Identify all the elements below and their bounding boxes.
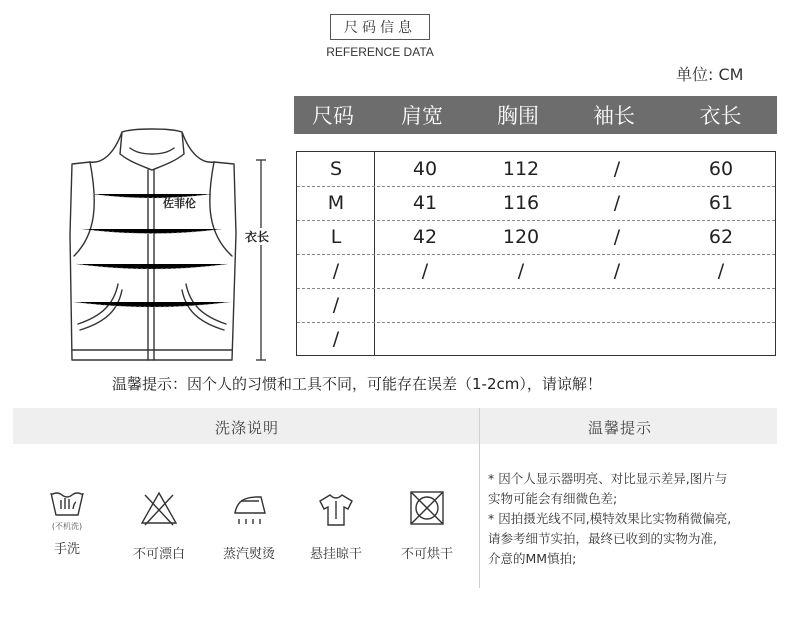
care-label: 不可烘干 bbox=[400, 547, 453, 562]
care-item-steam-iron bbox=[214, 483, 284, 562]
notice-title: 温馨提示 bbox=[588, 419, 653, 437]
vest-illustration bbox=[62, 124, 282, 369]
care-label: 悬挂晾干 bbox=[309, 547, 362, 562]
cell-size: L bbox=[330, 226, 342, 248]
col-shoulder: 肩宽 bbox=[401, 104, 443, 128]
length-label: 衣长 bbox=[245, 230, 270, 244]
care-label: 手洗 bbox=[53, 542, 80, 557]
cell-shoulder: 41 bbox=[412, 192, 438, 214]
col-chest: 胸围 bbox=[497, 104, 539, 128]
table-row bbox=[297, 322, 775, 356]
section-divider bbox=[479, 408, 480, 588]
header-badge: 尺码信息 bbox=[330, 14, 430, 40]
table-row bbox=[297, 220, 775, 254]
no-bleach-icon bbox=[139, 489, 179, 529]
cell-shoulder: 40 bbox=[412, 158, 438, 180]
header-subtitle: REFERENCE DATA bbox=[326, 45, 434, 59]
table-row bbox=[297, 288, 775, 322]
col-length: 衣长 bbox=[699, 104, 742, 128]
cell-length: 60 bbox=[708, 158, 734, 180]
table-row bbox=[297, 254, 775, 288]
care-label: 不可漂白 bbox=[132, 547, 185, 562]
cell-sleeve: / bbox=[613, 192, 621, 214]
brand-label: 佐菲伦 bbox=[163, 197, 196, 210]
hang-dry-icon bbox=[316, 489, 356, 529]
care-item-no-tumble-dry bbox=[392, 483, 462, 562]
care-item-hand-wash bbox=[32, 483, 102, 557]
cell-chest: 120 bbox=[502, 226, 540, 248]
cell-shoulder: 42 bbox=[412, 226, 438, 248]
care-label: 蒸汽熨烫 bbox=[222, 547, 275, 562]
cell-size: S bbox=[329, 158, 343, 180]
cell-size: / bbox=[332, 260, 340, 282]
cell-sleeve: / bbox=[613, 226, 621, 248]
notice-line: 请参考细节实拍，最终已收到的实物为准, bbox=[488, 531, 717, 546]
steam-iron-icon bbox=[227, 489, 271, 529]
measurement-tip: 温馨提示：因个人的习惯和工具不同，可能存在误差（1-2cm），请谅解！ bbox=[112, 375, 602, 393]
cell-size: / bbox=[332, 328, 340, 350]
cell-size: M bbox=[327, 192, 345, 214]
wash-title: 洗涤说明 bbox=[215, 419, 280, 437]
notice-line: 介意的MM慎拍; bbox=[488, 551, 577, 566]
cell-shoulder: / bbox=[421, 260, 429, 282]
cell-length: 62 bbox=[708, 226, 734, 248]
care-section-header bbox=[13, 408, 777, 444]
size-table-header bbox=[294, 96, 777, 134]
care-item-hang-dry bbox=[301, 483, 371, 562]
table-row bbox=[297, 186, 775, 220]
table-row bbox=[297, 152, 775, 186]
cell-chest: 112 bbox=[502, 158, 540, 180]
col-size: 尺码 bbox=[312, 104, 354, 128]
care-item-no-bleach bbox=[124, 483, 194, 562]
cell-length: / bbox=[717, 260, 725, 282]
cell-sleeve: / bbox=[613, 260, 621, 282]
notice-line: 实物可能会有细微色差; bbox=[488, 491, 618, 506]
cell-size: / bbox=[332, 294, 340, 316]
cell-length: 61 bbox=[708, 192, 734, 214]
notice-line: * 因拍摄光线不同,模特效果比实物稍微偏亮, bbox=[488, 511, 732, 526]
hand-wash-sub: (不机洗) bbox=[51, 522, 83, 531]
cell-chest: / bbox=[517, 260, 525, 282]
unit-label: 单位: CM bbox=[676, 65, 744, 84]
no-tumble-dry-icon bbox=[407, 489, 447, 529]
cell-sleeve: / bbox=[613, 158, 621, 180]
col-sleeve: 袖长 bbox=[593, 104, 635, 128]
size-table bbox=[296, 151, 776, 356]
cell-chest: 116 bbox=[502, 192, 540, 214]
notice-line: * 因个人显示器明亮、对比显示差异,图片与 bbox=[488, 471, 728, 486]
